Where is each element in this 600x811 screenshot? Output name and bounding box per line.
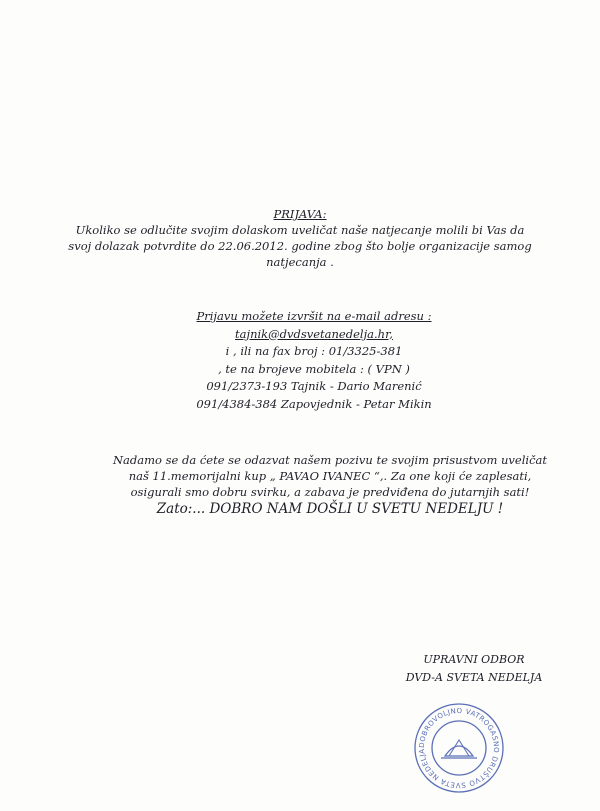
signature-board: UPRAVNI ODBOR (423, 653, 525, 666)
invite-line-3: osigurali smo dobru svirku, a zabava je predviđena do jutarnjih sati! (130, 485, 530, 499)
prijava-paragraph (0, 222, 600, 270)
contact-phone-commander: 091/4384-384 Zapovjednik - Petar Mikin (196, 396, 432, 411)
signature-organization: DVD-A SVETA NEDELJA (405, 671, 543, 684)
invitation-paragraph (30, 452, 600, 519)
welcome-slogan: DOBRO NAM DOŠLI U SVETU NEDELJU ! (209, 501, 504, 517)
invite-line-1: Nadamo se da ćete se odazvat našem pozivu te svojim prisustvom uveličat (112, 453, 548, 467)
prijava-line-1: Ukoliko se odlučite svojim dolaskom uveličat naše natjecanje molili bi Vas da (75, 223, 525, 237)
invite-line-4 (30, 500, 600, 519)
prijava-line-2: svoj dolazak potvrdite do 22.06.2012. godine zbog što bolje organizacije samog (68, 239, 532, 253)
contact-intro: Prijavu možete izvršit na e-mail adresu : (196, 309, 432, 323)
official-stamp-icon (411, 700, 507, 796)
contact-fax: i , ili na fax broj : 01/3325-381 (225, 344, 403, 358)
prijava-heading: PRIJAVA: (273, 207, 327, 221)
stamp-ring-text: DOBROVOLJNO VATROGASNO DRUŠTVO SVETA NEDELJA (417, 706, 501, 790)
prijava-heading-block (0, 206, 600, 222)
signature-block (404, 651, 544, 687)
svg-text:DOBROVOLJNO VATROGASNO DRUŠTVO (418, 707, 500, 789)
contact-email-link[interactable]: tajnik@dvdsvetanedelja.hr, (235, 326, 393, 341)
contact-phone-secretary: 091/2373-193 Tajnik - Dario Marenić (206, 379, 422, 393)
invite-line-2: naš 11.memorijalni kup „ PAVAO IVANEC “,. Za one koji će zaplesati, (128, 469, 532, 483)
contact-mobile-intro: , te na brojeve mobitela : ( VPN ) (218, 361, 410, 376)
invite-prefix: Zato:... (156, 501, 206, 517)
contact-block (14, 308, 600, 413)
prijava-line-3: natjecanja . (266, 255, 334, 269)
